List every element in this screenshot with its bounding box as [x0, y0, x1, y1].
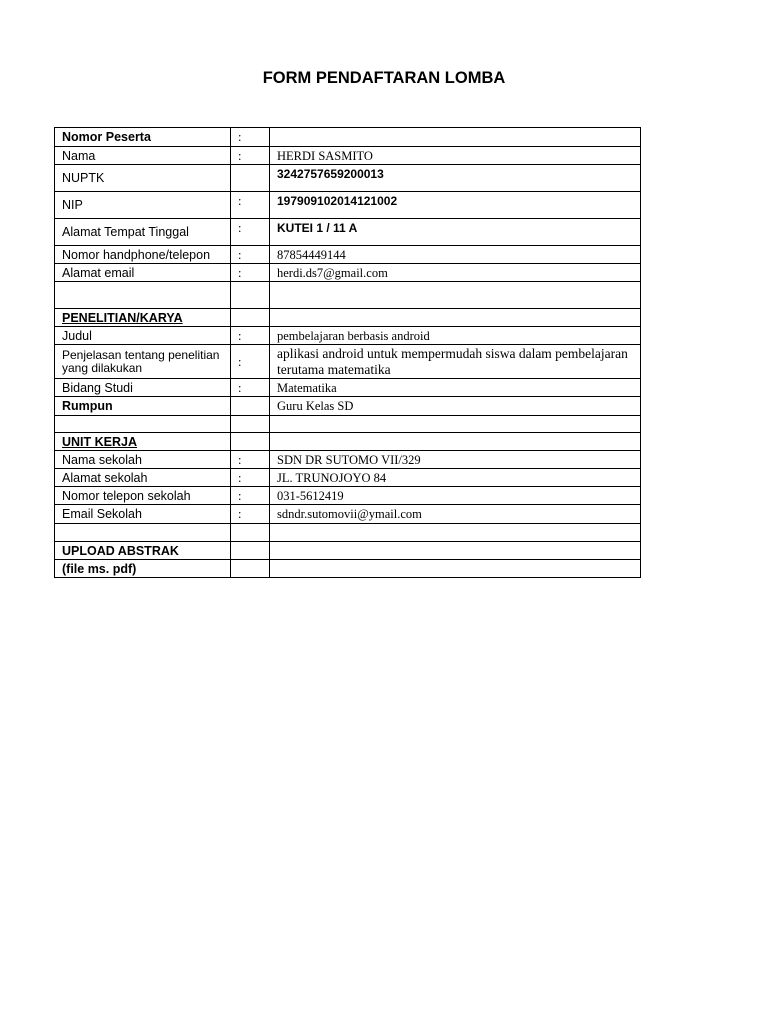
colon: : [231, 345, 270, 379]
label-nomor-peserta: Nomor Peserta [55, 128, 231, 147]
label-rumpun: Rumpun [55, 397, 231, 416]
row-nama-sekolah [55, 451, 641, 469]
section-heading-unit-kerja: UNIT KERJA [55, 433, 231, 451]
blank-cell [270, 433, 641, 451]
value-bidang-studi[interactable]: Matematika [270, 379, 641, 397]
value-nama[interactable]: HERDI SASMITO [270, 147, 641, 165]
label-penjelasan: Penjelasan tentang penelitian yang dilakukan [55, 345, 231, 379]
blank-cell [55, 282, 231, 309]
row-upload-abstrak [55, 542, 641, 560]
row-section-penelitian [55, 309, 641, 327]
colon [231, 309, 270, 327]
value-rumpun[interactable]: Guru Kelas SD [270, 397, 641, 416]
colon: : [231, 379, 270, 397]
blank-cell [231, 282, 270, 309]
label-file-format: (file ms. pdf) [55, 560, 231, 578]
label-nama-sekolah: Nama sekolah [55, 451, 231, 469]
colon [231, 165, 270, 192]
row-alamat-sekolah [55, 469, 641, 487]
label-nomor-handphone: Nomor handphone/telepon [55, 246, 231, 264]
value-nomor-handphone[interactable]: 87854449144 [270, 246, 641, 264]
colon: : [231, 451, 270, 469]
row-blank [55, 282, 641, 309]
colon [231, 433, 270, 451]
label-bidang-studi: Bidang Studi [55, 379, 231, 397]
value-upload-abstrak[interactable] [270, 542, 641, 560]
blank-cell [270, 282, 641, 309]
value-nomor-telepon-sekolah[interactable]: 031-5612419 [270, 487, 641, 505]
blank-cell [270, 524, 641, 542]
blank-cell [231, 524, 270, 542]
value-alamat-email[interactable]: herdi.ds7@gmail.com [270, 264, 641, 282]
value-nomor-peserta[interactable] [270, 128, 641, 147]
value-judul[interactable]: pembelajaran berbasis android [270, 327, 641, 345]
colon [231, 397, 270, 416]
blank-cell [55, 416, 231, 433]
value-email-sekolah[interactable]: sdndr.sutomovii@ymail.com [270, 505, 641, 524]
row-rumpun [55, 397, 641, 416]
row-email-sekolah [55, 505, 641, 524]
colon: : [231, 192, 270, 219]
row-section-unit-kerja [55, 433, 641, 451]
row-nama [55, 147, 641, 165]
blank-cell [231, 416, 270, 433]
colon [231, 542, 270, 560]
value-nama-sekolah[interactable]: SDN DR SUTOMO VII/329 [270, 451, 641, 469]
colon: : [231, 264, 270, 282]
row-alamat-tempat-tinggal [55, 219, 641, 246]
row-file-format [55, 560, 641, 578]
row-blank [55, 524, 641, 542]
label-nomor-telepon-sekolah: Nomor telepon sekolah [55, 487, 231, 505]
value-alamat-tempat-tinggal[interactable]: KUTEI 1 / 11 A [270, 219, 641, 246]
colon: : [231, 128, 270, 147]
row-alamat-email [55, 264, 641, 282]
blank-cell [270, 309, 641, 327]
row-nip [55, 192, 641, 219]
colon [231, 560, 270, 578]
label-nama: Nama [55, 147, 231, 165]
row-nomor-peserta [55, 128, 641, 147]
colon: : [231, 469, 270, 487]
row-bidang-studi [55, 379, 641, 397]
value-nuptk[interactable]: 3242757659200013 [270, 165, 641, 192]
value-alamat-sekolah[interactable]: JL. TRUNOJOYO 84 [270, 469, 641, 487]
colon: : [231, 246, 270, 264]
row-judul [55, 327, 641, 345]
blank-cell [270, 416, 641, 433]
row-penjelasan [55, 345, 641, 379]
label-nip: NIP [55, 192, 231, 219]
label-alamat-sekolah: Alamat sekolah [55, 469, 231, 487]
row-nuptk [55, 165, 641, 192]
label-upload-abstrak: UPLOAD ABSTRAK [55, 542, 231, 560]
value-nip[interactable]: 197909102014121002 [270, 192, 641, 219]
row-nomor-handphone [55, 246, 641, 264]
label-email-sekolah: Email Sekolah [55, 505, 231, 524]
colon: : [231, 219, 270, 246]
page-title: FORM PENDAFTARAN LOMBA [262, 69, 506, 87]
colon: : [231, 327, 270, 345]
label-nuptk: NUPTK [55, 165, 231, 192]
colon: : [231, 147, 270, 165]
label-alamat-tempat-tinggal: Alamat Tempat Tinggal [55, 219, 231, 246]
value-penjelasan[interactable]: aplikasi android untuk mempermudah siswa dalam pembelajaran terutama matematika [270, 345, 641, 379]
row-nomor-telepon-sekolah [55, 487, 641, 505]
value-file-format[interactable] [270, 560, 641, 578]
label-judul: Judul [55, 327, 231, 345]
colon: : [231, 505, 270, 524]
colon: : [231, 487, 270, 505]
label-alamat-email: Alamat email [55, 264, 231, 282]
blank-cell [55, 524, 231, 542]
registration-form-table [54, 127, 641, 578]
row-blank [55, 416, 641, 433]
section-heading-penelitian: PENELITIAN/KARYA [55, 309, 231, 327]
